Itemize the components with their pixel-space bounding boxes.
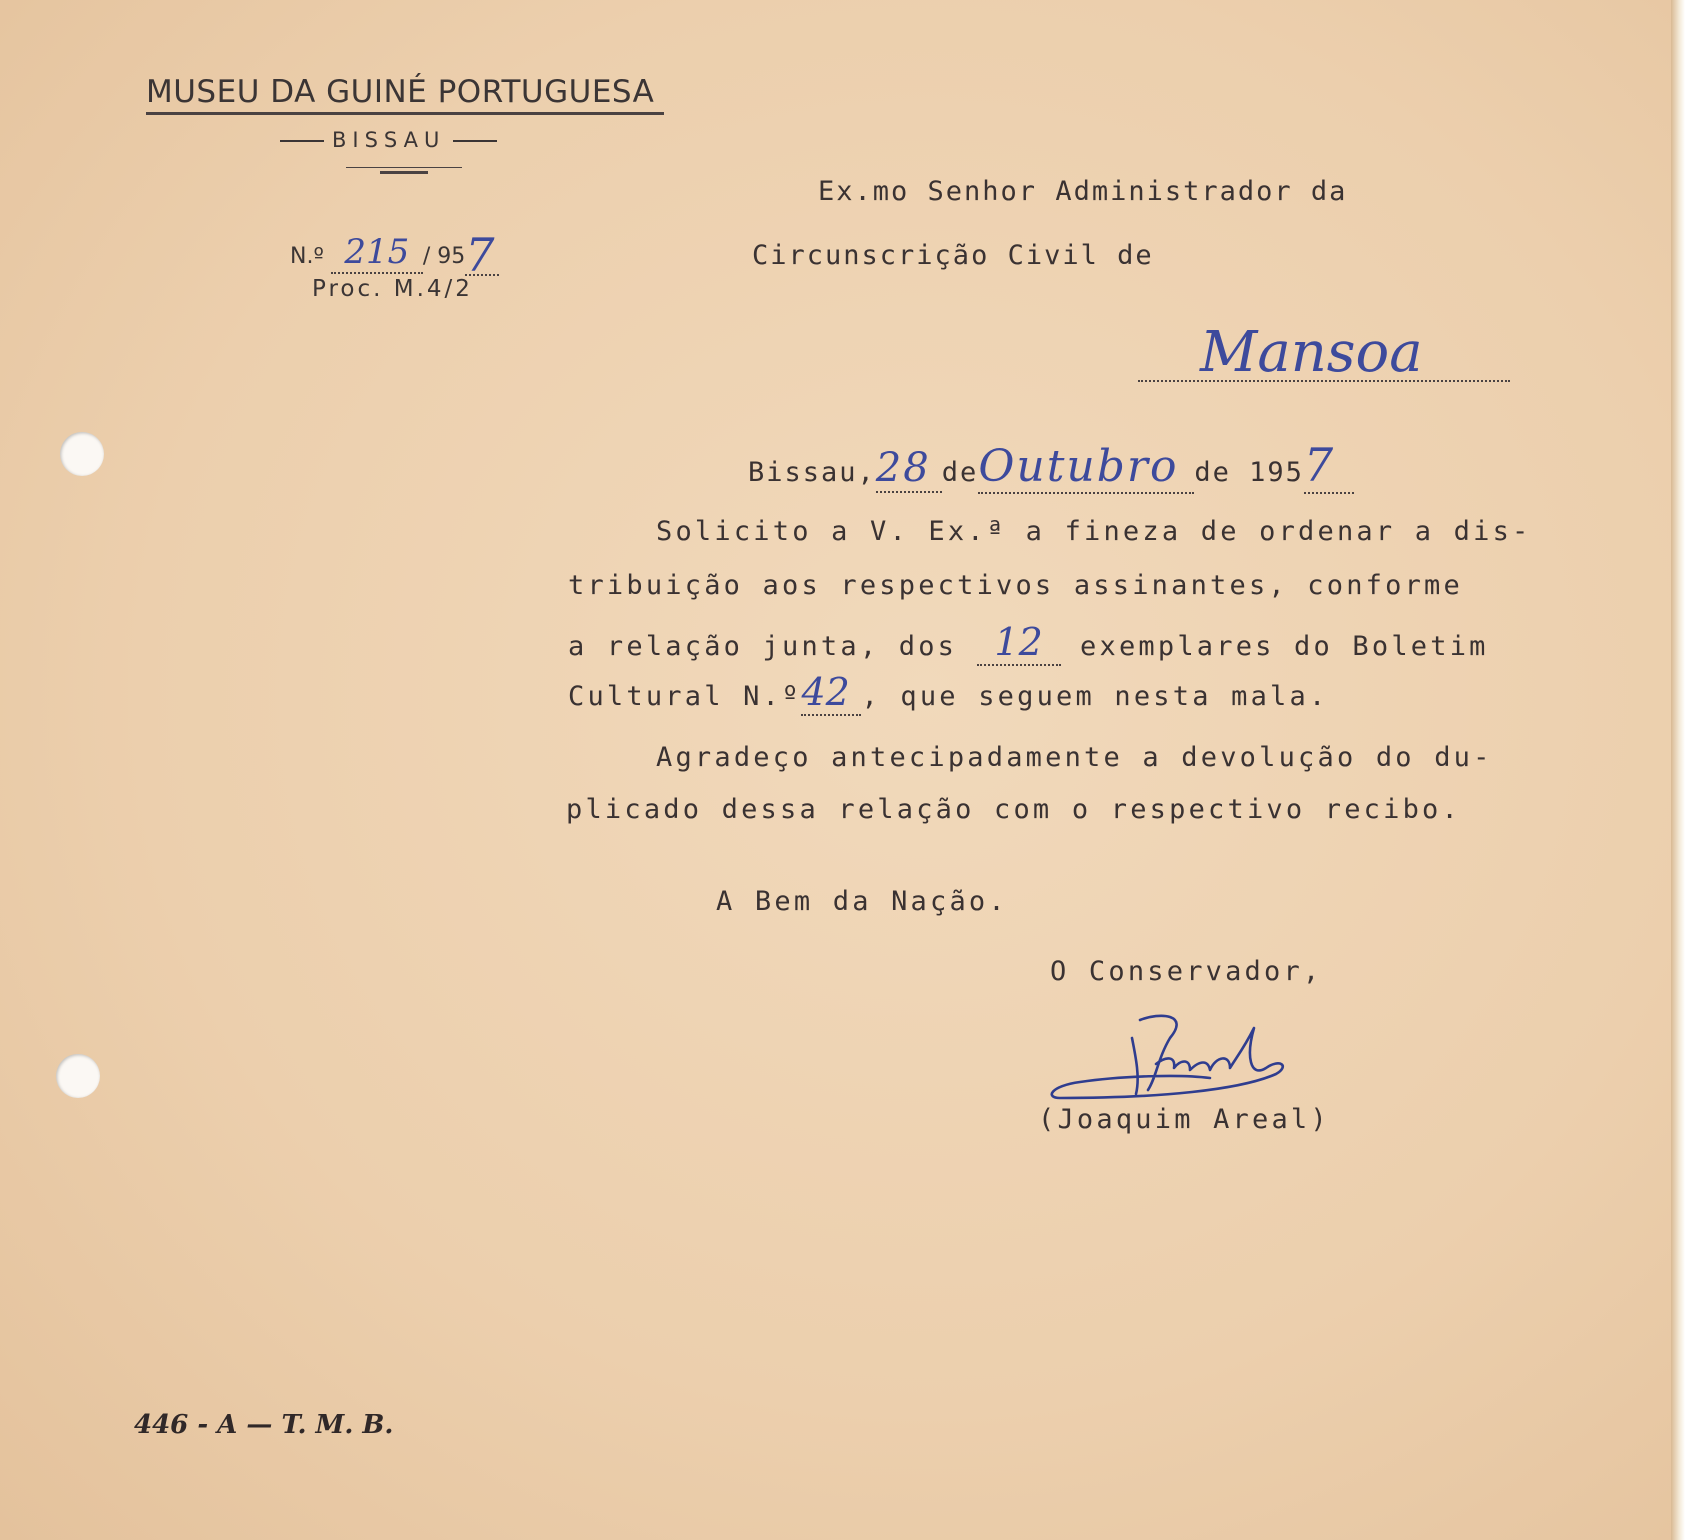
institution-name: MUSEU DA GUINÉ PORTUGUESA <box>146 74 655 110</box>
year-handwritten: 7 <box>465 228 495 282</box>
date-month-handwritten: Outubro <box>978 441 1194 494</box>
print-code: 446 - A — T. M. B. <box>134 1410 394 1440</box>
date-line <box>748 438 1354 494</box>
addressee-line-1: Ex.mo Senhor Administrador da <box>818 176 1348 207</box>
page-edge <box>1671 0 1685 1540</box>
date-city: Bissau, <box>748 457 876 488</box>
number-prefix: N.º <box>290 244 324 269</box>
body-p2-line-2: plicado dessa relação com o respectivo recibo. <box>566 794 1461 825</box>
date-de-2: de 195 <box>1194 457 1304 488</box>
year-printed: / 95 <box>422 244 466 269</box>
reference-number <box>290 220 499 282</box>
number-handwritten: 215 <box>344 232 410 272</box>
punch-hole-top <box>60 432 104 476</box>
punch-hole-bottom <box>56 1054 100 1098</box>
date-year-handwritten: 7 <box>1304 438 1354 494</box>
date-day-handwritten: 28 <box>876 445 942 493</box>
letterhead-rule-short <box>346 167 462 168</box>
signature <box>1040 1008 1350 1108</box>
copies-handwritten: 12 <box>977 620 1061 666</box>
signatory-name: (Joaquim Areal) <box>1038 1104 1330 1135</box>
body-p1-line-2: tribuição aos respectivos assinantes, conforme <box>568 570 1463 601</box>
letterhead-rule-bold <box>380 171 428 174</box>
body-p2-line-1: Agradeço antecipadamente a devolução do du- <box>656 742 1493 773</box>
body-p1-line-4: Cultural N.º42 , que seguem nesta mala. <box>568 670 1329 714</box>
date-de-1: de <box>941 457 979 488</box>
process-reference: Proc. M.4/2 <box>312 276 473 302</box>
closing-salutation: A Bem da Nação. <box>716 886 1008 917</box>
body-p1-line-3: a relação junta, dos 12 exemplares do Boletim <box>568 620 1489 664</box>
institution-city: BISSAU <box>272 128 505 152</box>
issue-handwritten: 42 <box>801 670 861 716</box>
addressee-line-2: Circunscrição Civil de <box>752 240 1154 271</box>
letterhead-rule <box>146 112 664 115</box>
place-handwritten: Mansoa <box>1200 320 1423 385</box>
body-p1-line-1: Solicito a V. Ex.ª a fineza de ordenar a dis- <box>656 516 1532 547</box>
closing-title: O Conservador, <box>1050 956 1323 987</box>
